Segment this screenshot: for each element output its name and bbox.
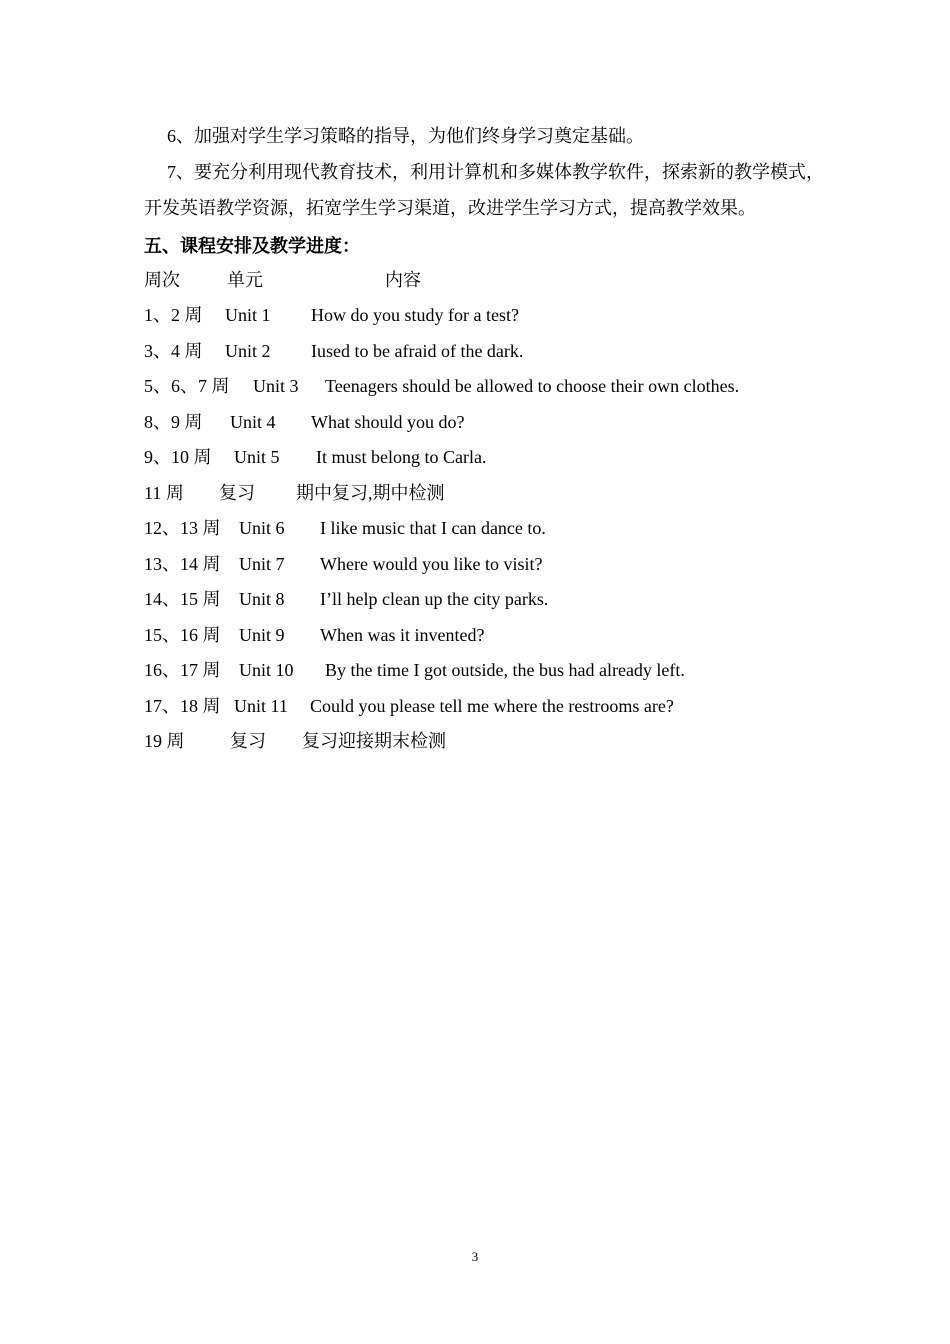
row-content: 期中复习,期中检测	[296, 483, 445, 503]
row-week: 17、18 周	[144, 696, 221, 716]
schedule-row	[144, 617, 485, 653]
schedule-row	[144, 333, 524, 369]
schedule-row	[144, 723, 446, 759]
row-content: Teenagers should be allowed to choose their own clothes.	[325, 376, 740, 396]
header-unit: 单元	[227, 270, 263, 290]
row-week: 14、15 周	[144, 589, 221, 609]
row-content: 复习迎接期末检测	[302, 731, 446, 751]
paragraph-item-6: 6、加强对学生学习策略的指导，为他们终身学习奠定基础。	[167, 126, 644, 146]
schedule-row	[144, 581, 549, 617]
row-content: I’ll help clean up the city parks.	[320, 589, 549, 609]
schedule-row	[144, 652, 685, 688]
row-unit: Unit 2	[225, 341, 271, 361]
row-week: 3、4 周	[144, 341, 203, 361]
row-unit: Unit 9	[239, 625, 285, 645]
schedule-row	[144, 688, 674, 724]
row-unit: Unit 3	[253, 376, 299, 396]
row-week: 11 周	[144, 483, 184, 503]
row-content: When was it invented?	[320, 625, 485, 645]
row-unit: Unit 4	[230, 412, 276, 432]
row-week: 16、17 周	[144, 660, 221, 680]
paragraph-item-7: 7、要充分利用现代教育技术，利用计算机和多媒体教学软件，探索新的教学模式，开发英语教学资源，拓宽学生学习渠道，改进学生学习方式，提高教学效果。	[144, 162, 824, 218]
row-content: I like music that I can dance to.	[320, 518, 546, 538]
schedule-header-row	[144, 262, 421, 298]
row-content: What should you do?	[311, 412, 465, 432]
schedule-row	[144, 404, 465, 440]
section-heading: 五、课程安排及教学进度：	[144, 236, 360, 256]
row-content: Where would you like to visit?	[320, 554, 543, 574]
row-week: 5、6、7 周	[144, 376, 230, 396]
row-unit: Unit 8	[239, 589, 285, 609]
row-week: 13、14 周	[144, 554, 221, 574]
row-unit: 复习	[219, 483, 255, 503]
row-week: 9、10 周	[144, 447, 212, 467]
header-week: 周次	[144, 270, 180, 290]
row-week: 8、9 周	[144, 412, 203, 432]
row-unit: Unit 6	[239, 518, 285, 538]
row-week: 19 周	[144, 731, 185, 751]
row-week: 15、16 周	[144, 625, 221, 645]
row-content: It must belong to Carla.	[316, 447, 487, 467]
schedule-row	[144, 510, 546, 546]
row-unit: Unit 5	[234, 447, 280, 467]
row-unit: Unit 11	[234, 696, 288, 716]
header-content: 内容	[385, 270, 421, 290]
row-week: 12、13 周	[144, 518, 221, 538]
row-unit: Unit 10	[239, 660, 294, 680]
row-content: Could you please tell me where the restrooms are?	[310, 696, 674, 716]
row-week: 1、2 周	[144, 305, 203, 325]
schedule-row	[144, 475, 445, 511]
schedule-row	[144, 368, 740, 404]
row-content: By the time I got outside, the bus had already left.	[325, 660, 685, 680]
schedule-row	[144, 546, 543, 582]
row-content: How do you study for a test?	[311, 305, 519, 325]
page-number: 3	[471, 1249, 479, 1264]
row-unit: Unit 1	[225, 305, 271, 325]
row-unit: Unit 7	[239, 554, 285, 574]
row-content: Iused to be afraid of the dark.	[311, 341, 524, 361]
schedule-row	[144, 439, 487, 475]
row-unit: 复习	[230, 731, 266, 751]
schedule-row	[144, 297, 519, 333]
